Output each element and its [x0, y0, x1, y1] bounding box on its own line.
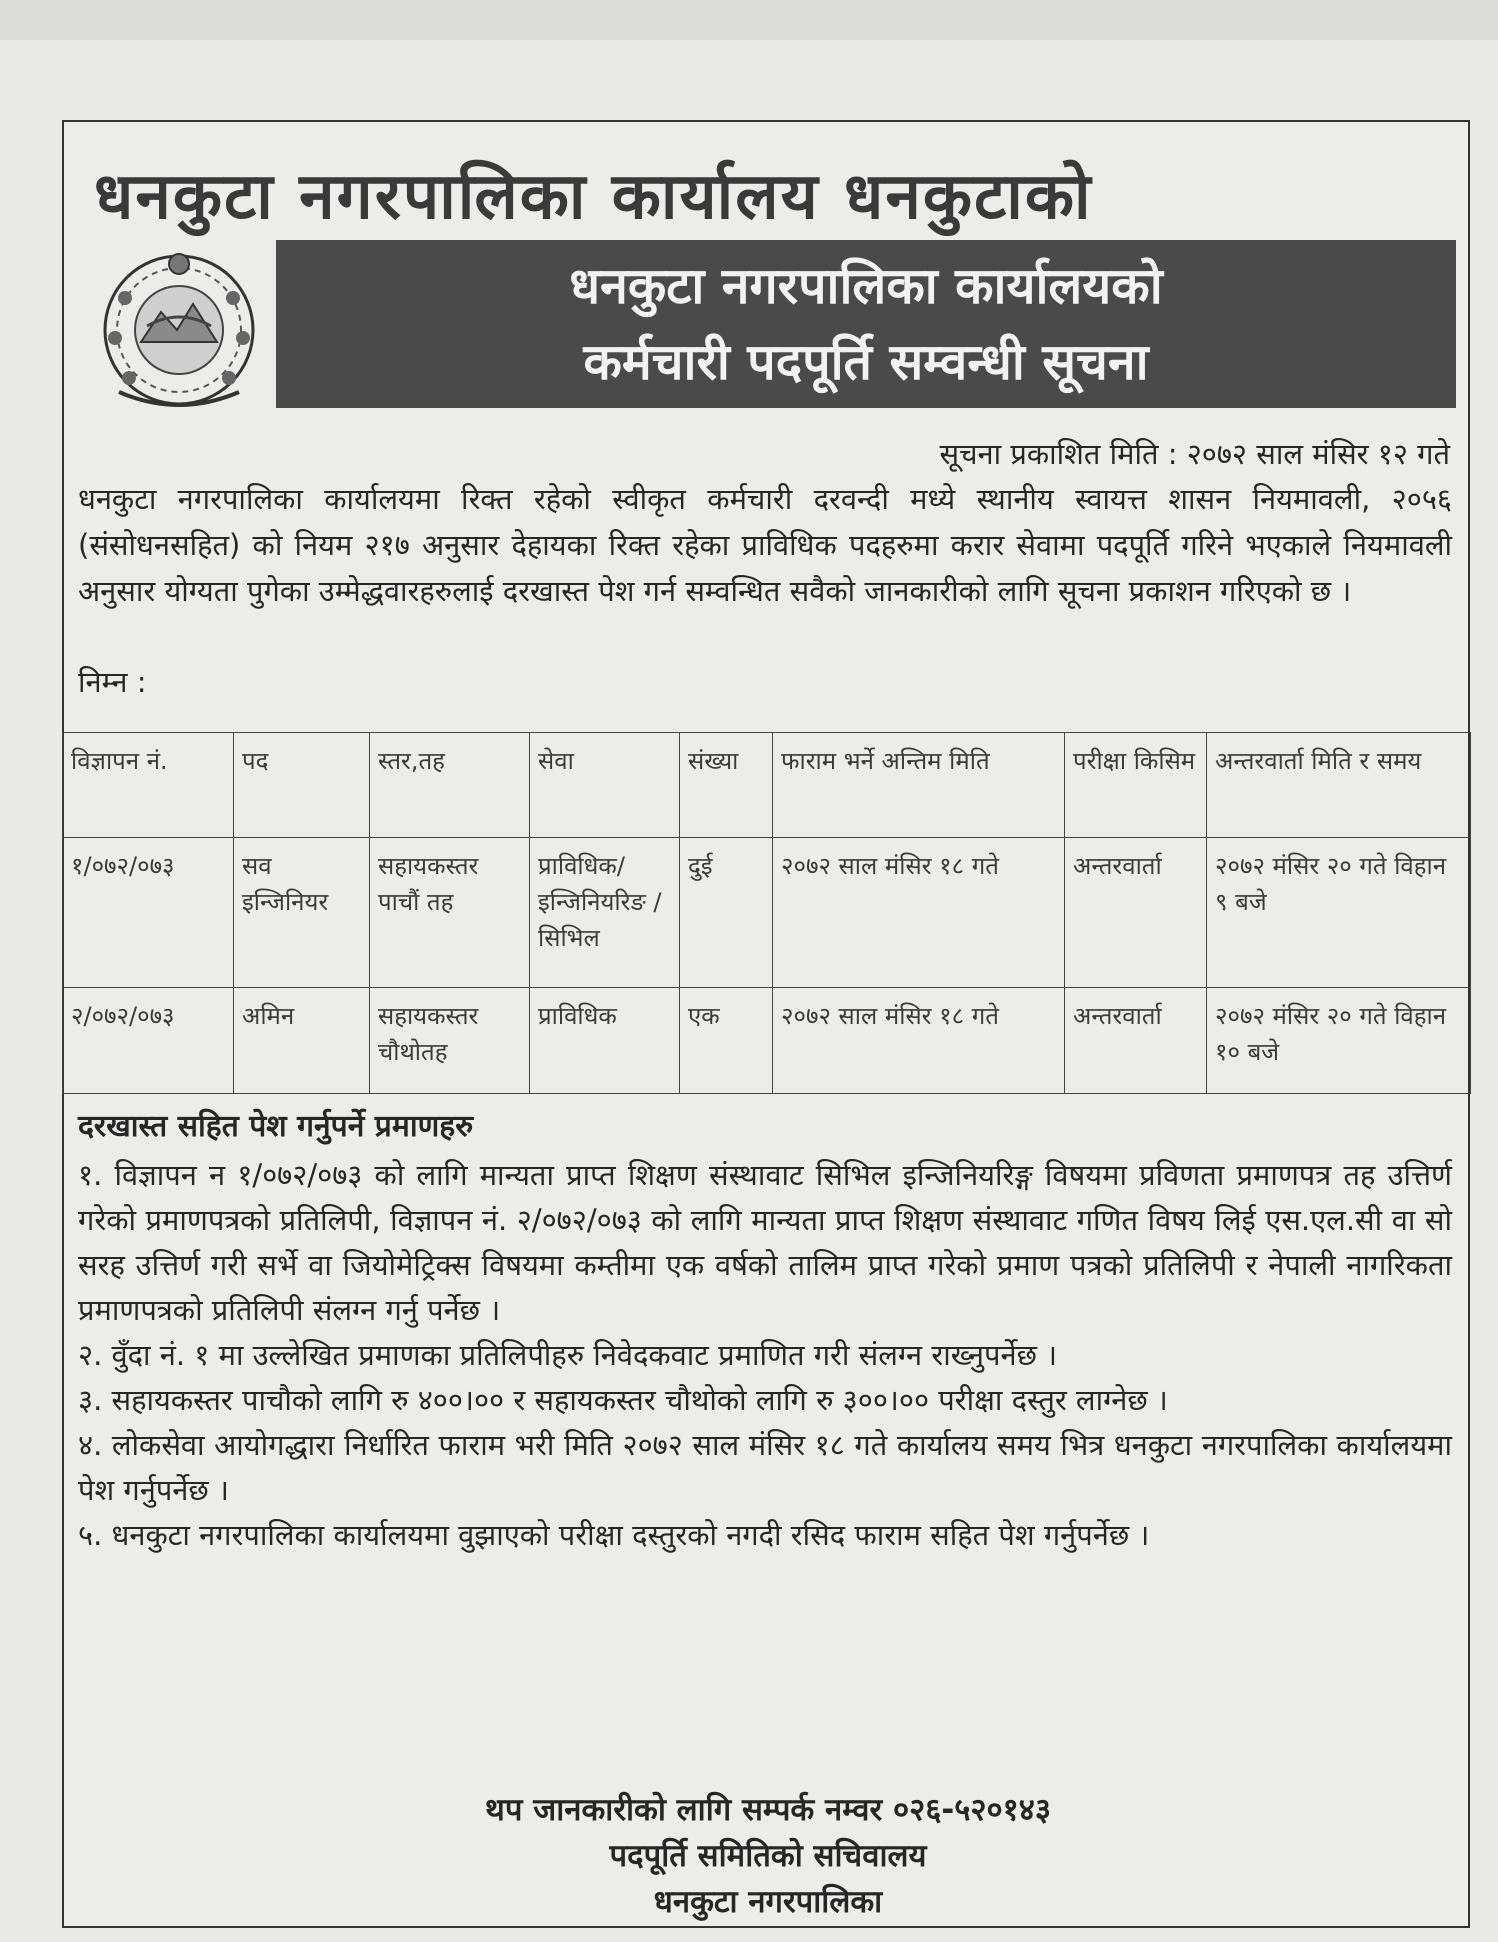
table-cell: २०७२ मंसिर २० गते विहान १० बजे [1207, 988, 1471, 1094]
col-count: संख्या [680, 733, 773, 838]
notice-frame [62, 120, 1470, 1928]
newspaper-page [0, 40, 1498, 1942]
notice-banner [276, 240, 1456, 408]
table-row [63, 988, 1471, 1094]
table-cell: सहायकस्तर चौथोतह [370, 988, 530, 1094]
table-cell: दुई [680, 838, 773, 988]
vacancy-table [62, 732, 1471, 1094]
col-level: स्तर,तह [370, 733, 530, 838]
banner-line-1: धनकुटा नगरपालिका कार्यालयको [569, 257, 1163, 315]
requirement-item: ४. लोकसेवा आयोगद्धारा निर्धारित फाराम भरी मिति २०७२ साल मंसिर १८ गते कार्यालय समय भित्र धनकुटा नगरपालिका कार्यालयमा पेश गर्नुपर्नेछ । [78, 1428, 1452, 1507]
table-cell: प्राविधिक/ इन्जिनियरिङ /सिभिल [530, 838, 680, 988]
banner-line-2: कर्मचारी पदपूर्ति सम्वन्धी सूचना [583, 333, 1149, 391]
col-interview-date: अन्तरवार्ता मिति र समय [1207, 733, 1471, 838]
office-title: धनकुटा नगरपालिका कार्यालय धनकुटाको [94, 160, 1093, 234]
requirement-item: २. वुँदा नं. १ मा उल्लेखित प्रमाणका प्रतिलिपीहरु निवेदकवाट प्रमाणित गरी संलग्न राख्नुपर्नेछ । [78, 1338, 1058, 1372]
table-header-row [63, 733, 1471, 838]
col-form-deadline: फाराम भर्ने अन्तिम मिति [773, 733, 1065, 838]
col-post: पद [234, 733, 370, 838]
table-cell: २०७२ साल मंसिर १८ गते [773, 988, 1065, 1094]
published-date: सूचना प्रकाशित मिति : २०७२ साल मंसिर १२ गते [939, 437, 1450, 471]
table-cell: अन्तरवार्ता [1065, 988, 1207, 1094]
table-cell: १/०७२/०७३ [63, 838, 234, 988]
nepal-government-emblem-icon [89, 242, 269, 422]
col-exam-type: परीक्षा किसिम [1065, 733, 1207, 838]
secretariat-name: पदपूर्ति समितिको सचिवालय [609, 1838, 927, 1874]
requirements-heading: दरखास्त सहित पेश गर्नुपर्ने प्रमाणहरु [78, 1109, 474, 1144]
organization-name: धनकुटा नगरपालिका [653, 1884, 883, 1920]
col-ad-no: विज्ञापन नं. [63, 733, 234, 838]
requirements-section [78, 1104, 1452, 1558]
contact-number: थप जानकारीको लागि सम्पर्क नम्वर ०२६-५२०१४३ [485, 1792, 1051, 1828]
table-cell: प्राविधिक [530, 988, 680, 1094]
intro-text: धनकुटा नगरपालिका कार्यालयमा रिक्त रहेको स्वीकृत कर्मचारी दरवन्दी मध्ये स्थानीय स्वायत्त शासन नियमावली, २०५६ (संसोधनसहित) को नियम २१७ अनुसार देहायका रिक्त रहेका प्राविधिक पदहरुमा करार सेवामा पदपूर्ति गरिने भएकाले नियमावली अनुसार योग्यता पुगेका उम्मेद्धवारहरुलाई दरखास्त पेश गर्न सम्वन्धित सवैको जानकारीको लागि सूचना प्रकाशन गरिएको छ । [78, 482, 1452, 608]
requirement-item: ३. सहायकस्तर पाचौको लागि रु ४००।०० र सहायकस्तर चौथोको लागि रु ३००।०० परीक्षा दस्तुर लाग्नेछ । [78, 1383, 1168, 1417]
table-cell: २०७२ मंसिर २० गते विहान ९ बजे [1207, 838, 1471, 988]
col-service: सेवा [530, 733, 680, 838]
table-cell: २०७२ साल मंसिर १८ गते [773, 838, 1065, 988]
footer-contact [64, 1787, 1472, 1925]
table-cell: सव इन्जिनियर [234, 838, 370, 988]
table-row [63, 838, 1471, 988]
table-cell: अन्तरवार्ता [1065, 838, 1207, 988]
table-cell: २/०७२/०७३ [63, 988, 234, 1094]
table-cell: सहायकस्तर पाचौं तह [370, 838, 530, 988]
intro-paragraph [78, 476, 1452, 614]
requirement-item: १. विज्ञापन न १/०७२/०७३ को लागि मान्यता प्राप्त शिक्षण संस्थावाट सिभिल इन्जिनियरिङ्ग विषयमा प्रविणता प्रमाणपत्र तह उत्तिर्ण गरेको प्रमाणपत्रको प्रतिलिपी, विज्ञापन नं. २/०७२/०७३ को लागि मान्यता प्राप्त शिक्षण संस्थावाट गणित विषय लिई एस.एल.सी वा सो सरह उत्तिर्ण गरी सर्भे वा जियोमेट्रिक्स विषयमा कम्तीमा एक वर्षको तालिम प्राप्त गरेको प्रमाण पत्रको प्रतिलिपी र नेपाली नागरिकता प्रमाणपत्रको प्रतिलिपी संलग्न गर्नु पर्नेछ । [78, 1158, 1452, 1327]
below-label: निम्न : [78, 665, 147, 699]
table-cell: अमिन [234, 988, 370, 1094]
table-cell: एक [680, 988, 773, 1094]
requirement-item: ५. धनकुटा नगरपालिका कार्यालयमा वुझाएको परीक्षा दस्तुरको नगदी रसिद फाराम सहित पेश गर्नुपर्नेछ । [78, 1518, 1150, 1552]
